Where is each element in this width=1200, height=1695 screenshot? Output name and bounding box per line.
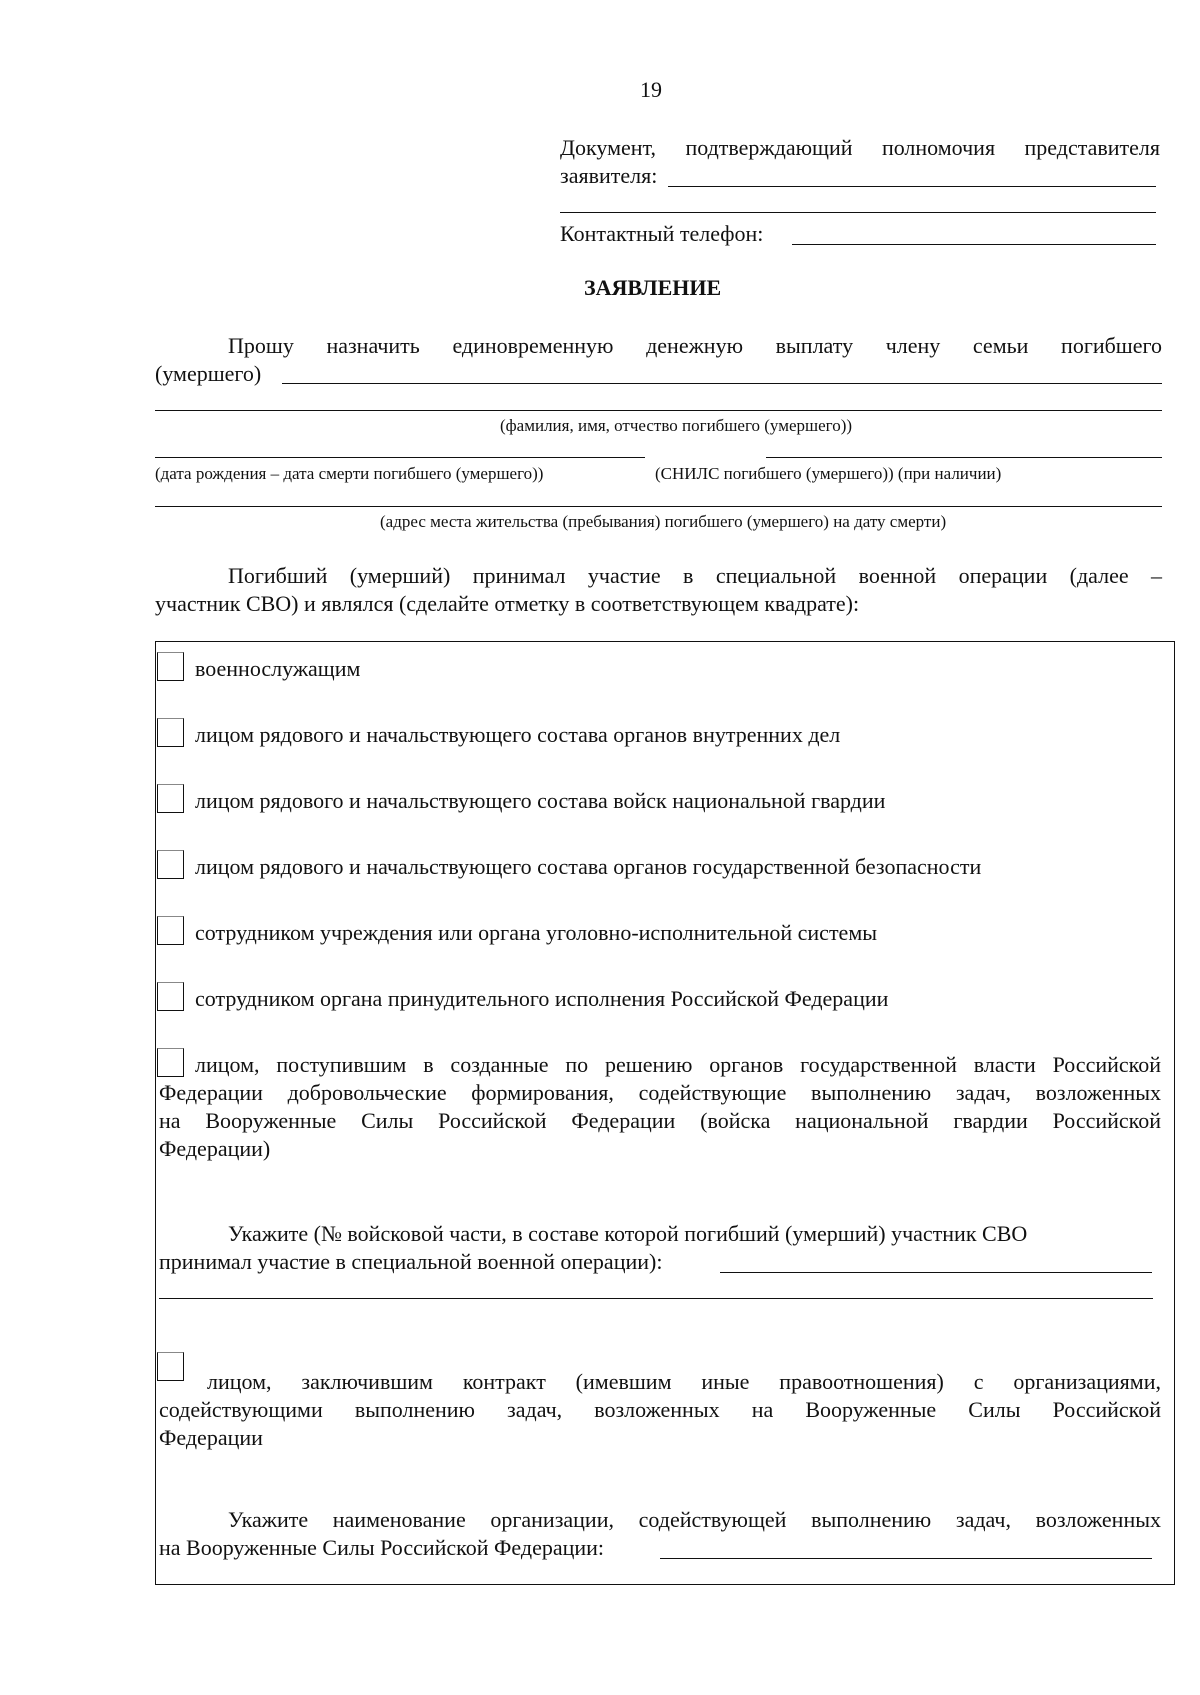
caption-fio: (фамилия, имя, отчество погибшего (умершего)) (500, 416, 853, 435)
unit-number-field-2[interactable] (159, 1298, 1153, 1299)
option-label-state-security: лицом рядового и начальствующего состава органов государственной безопасности (195, 854, 982, 879)
option-label-enforcement: сотрудником органа принудительного исполнения Российской Федерации (195, 986, 889, 1011)
caption-dates: (дата рождения – дата смерти погибшего (умершего)) (155, 464, 544, 483)
option-checkbox-contract[interactable] (157, 1352, 184, 1381)
page-number: 19 (640, 77, 662, 102)
rep-doc-field-2[interactable] (560, 212, 1156, 213)
address-field[interactable] (155, 506, 1162, 507)
option-label-interior: лицом рядового и начальствующего состава органов внутренних дел (195, 722, 841, 747)
option-checkbox-penitentiary[interactable] (157, 916, 184, 945)
dates-field[interactable] (155, 457, 645, 458)
request-line-1: Прошу назначить единовременную денежную выплату члену семьи погибшего (228, 333, 1162, 358)
option-checkbox-state-security[interactable] (157, 850, 184, 879)
unit-prompt-line-1: Укажите (№ войсковой части, в составе которой погибший (умерший) участник СВО (228, 1221, 1028, 1246)
option-label-contract-cont: содействующими выполнению задач, возложенных на Вооруженные Силы Российской (159, 1397, 1161, 1422)
option-checkbox-interior[interactable] (157, 718, 184, 747)
unit-number-field[interactable] (720, 1272, 1152, 1273)
option-label-volunteer-end: Федерации) (159, 1136, 271, 1161)
rep-doc-label-cont: заявителя: (560, 163, 658, 188)
caption-address: (адрес места жительства (пребывания) погибшего (умершего) на дату смерти) (380, 512, 947, 531)
deceased-name-field-2[interactable] (155, 410, 1162, 411)
request-line-2: (умершего) (155, 361, 262, 386)
option-label-contract-end: Федерации (159, 1425, 263, 1450)
phone-field[interactable] (792, 244, 1156, 245)
intro-line-2: участник СВО) и являлся (сделайте отметку в соответствующем квадрате): (155, 591, 860, 616)
rep-doc-field[interactable] (668, 186, 1156, 187)
option-label-military: военнослужащим (195, 656, 361, 681)
caption-snils: (СНИЛС погибшего (умершего)) (при наличии) (655, 464, 1002, 483)
document-title: ЗАЯВЛЕНИЕ (584, 275, 722, 300)
option-checkbox-volunteer[interactable] (157, 1048, 184, 1077)
option-label-volunteer: лицом, поступившим в созданные по решению органов государственной власти Российской (195, 1052, 1161, 1077)
org-prompt-line-2: на Вооруженные Силы Российской Федерации: (159, 1535, 605, 1560)
organization-name-field[interactable] (660, 1558, 1152, 1559)
option-checkbox-enforcement[interactable] (157, 982, 184, 1011)
phone-label: Контактный телефон: (560, 221, 764, 246)
option-checkbox-military[interactable] (157, 652, 184, 681)
deceased-name-field[interactable] (282, 383, 1162, 384)
option-label-national-guard: лицом рядового и начальствующего состава войск национальной гвардии (195, 788, 886, 813)
option-label-volunteer-cont: Федерации добровольческие формирования, содействующие выполнению задач, возложенных на Вооруженные Силы Российской Федерации (войска национальной гвардии Российской (159, 1080, 1161, 1133)
snils-field[interactable] (766, 457, 1162, 458)
unit-prompt-line-2: принимал участие в специальной военной операции): (159, 1249, 663, 1274)
option-label-penitentiary: сотрудником учреждения или органа уголовно-исполнительной системы (195, 920, 878, 945)
org-prompt-line-1: Укажите наименование организации, содействующей выполнению задач, возложенных (228, 1507, 1161, 1532)
intro-line-1: Погибший (умерший) принимал участие в специальной военной операции (далее – (228, 563, 1162, 588)
rep-doc-label: Документ, подтверждающий полномочия представителя (560, 135, 1160, 160)
option-checkbox-national-guard[interactable] (157, 784, 184, 813)
option-label-contract: лицом, заключившим контракт (имевшим иные правоотношения) с организациями, (207, 1369, 1161, 1394)
